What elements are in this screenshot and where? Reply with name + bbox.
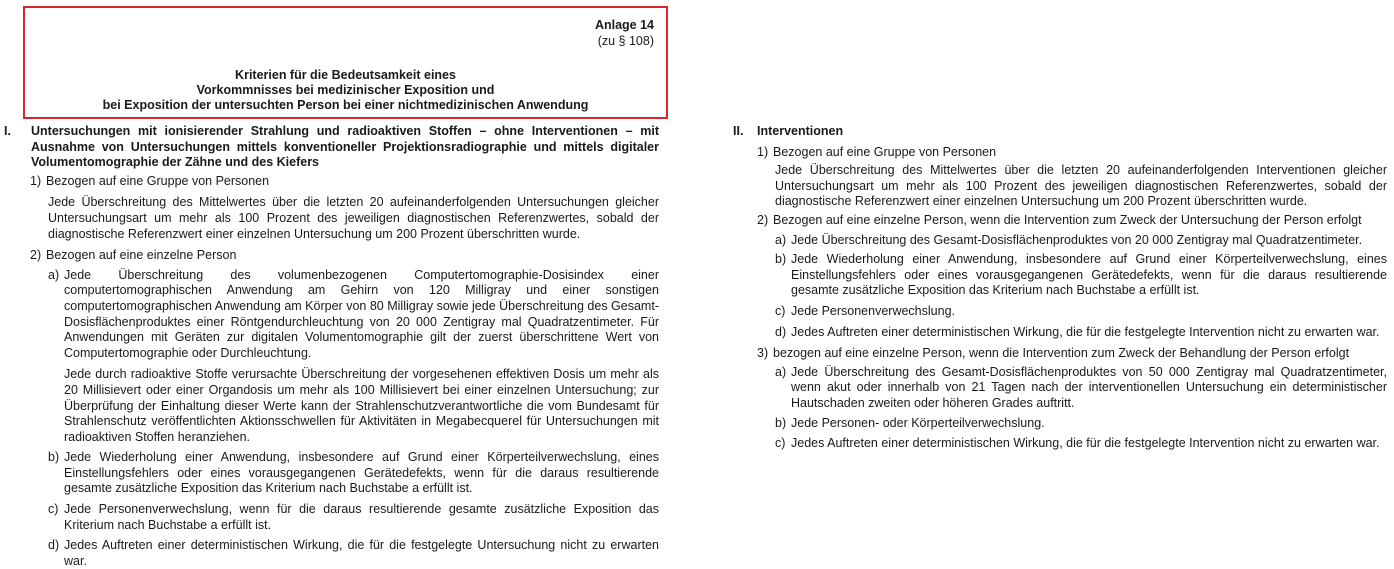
subitem-letter: d)	[775, 324, 787, 339]
item-label: Bezogen auf eine einzelne Person, wenn die Intervention zum Zweck der Untersuchung der Person erfolgt	[773, 212, 1362, 227]
subitem	[775, 325, 1387, 341]
item-heading	[757, 346, 1387, 362]
annex-paragraph-ref: (zu § 108)	[597, 33, 654, 48]
section-number: II.	[733, 124, 744, 138]
item-number: 2)	[30, 248, 42, 263]
item-paragraph: Jede Überschreitung des Mittelwertes über die letzten 20 aufeinanderfolgenden Untersuchungen gleicher Untersuchungsart um mehr als 100 Prozent des jeweiligen diagnostischen Referenzwertes, sobald der diagnostische Referenzwert einer einzelnen Untersuchung um 200 Prozent überschritten wurde.	[48, 195, 659, 241]
subitem-text: Jede Überschreitung des Gesamt-Dosisflächenproduktes von 50 000 Zentigray mal Quadratzentimeter, wenn akut oder innerhalb von 21 Tagen nach der interventionellen Untersuchung ein deterministischer Hautschaden zweiten oder höheren Grades auftritt.	[791, 364, 1387, 410]
item-paragraph: Jede Überschreitung des Mittelwertes über die letzten 20 aufeinanderfolgenden Interventionen gleicher Untersuchungsart um mehr als 100 Prozent des jeweiligen diagnostischen Referenzwertes, sobald der diagnostische Referenzwert einer einzelnen Untersuchung um 200 Prozent überschritten wurde.	[775, 163, 1387, 209]
subitem-text: Jede Überschreitung des volumenbezogenen Computertomographie-Dosisindex einer computertomographischen Anwendung am Gehirn von 120 Milligray und einer sonstigen computertomographischen Anwendung am Körper von 80 Milligray sowie jede Überschreitung des Gesamt-Dosisflächenproduktes einer Röntgendurchleuchtung von 20 000 Zentigray mal Quadratzentimeter. Für Anwendungen mit Geräten zur digitalen Volumentomographie gilt der zuerst überschrittene Wert von Computertomographie oder Durchleuchtung.	[64, 267, 659, 360]
section-two	[733, 124, 1387, 452]
subitem	[775, 233, 1387, 249]
subitem-letter: b)	[48, 450, 60, 465]
item-label: bezogen auf eine einzelne Person, wenn die Intervention zum Zweck der Behandlung der Person erfolgt	[773, 346, 1350, 361]
title-line: Vorkommnisses bei medizinischer Exposition und	[196, 83, 495, 97]
subitem-letter: d)	[48, 538, 60, 553]
subitem-letter: c)	[775, 303, 786, 318]
subitem	[48, 502, 659, 533]
subitem	[48, 450, 659, 497]
item-number: 1)	[757, 144, 769, 159]
subitem-text: Jede Wiederholung einer Anwendung, insbesondere auf Grund einer Körperteilverwechslung, eines Einstellungsfehlers oder eines vorausgegangenen Gerätedefekts, wenn für die daraus resultierende gesamte zusätzliche Exposition das Kriterium nach Buchstabe a erfüllt ist.	[791, 252, 1387, 298]
subitem-text: Jedes Auftreten einer deterministischen Wirkung, die für die festgelegte Intervention nicht zu erwarten war.	[791, 436, 1380, 451]
title-line: bei Exposition der untersuchten Person bei einer nichtmedizinischen Anwendung	[102, 98, 589, 112]
subitem-text: Jedes Auftreten einer deterministischen Wirkung, die für die festgelegte Untersuchung nicht zu erwarten war.	[64, 538, 659, 568]
subitem-letter: a)	[775, 232, 787, 247]
item-number: 1)	[30, 173, 42, 188]
subitem-letter: b)	[775, 252, 787, 267]
section-heading	[733, 124, 1387, 140]
subitem	[775, 304, 1387, 320]
subitem-text: Jede Personenverwechslung.	[791, 303, 955, 318]
annex-number: Anlage 14	[594, 18, 654, 32]
subitem-text: Jede Überschreitung des Gesamt-Dosisflächenproduktes von 20 000 Zentigray mal Quadratzentimeter.	[791, 232, 1363, 247]
subitem-letter: c)	[775, 436, 786, 451]
item-heading	[757, 213, 1387, 229]
subitem-text: Jede Wiederholung einer Anwendung, insbesondere auf Grund einer Körperteilverwechslung, eines Einstellungsfehlers oder eines vorausgegangenen Gerätedefekts, wenn für die daraus resultierende gesamte zusätzliche Exposition das Kriterium nach Buchstabe a erfüllt ist.	[64, 450, 659, 496]
annex-reference	[595, 18, 654, 49]
subitem	[775, 416, 1387, 432]
subitem	[48, 538, 659, 569]
item-heading	[757, 145, 1387, 161]
subitem	[48, 268, 659, 362]
section-title: Untersuchungen mit ionisierender Strahlung und radioaktiven Stoffen – ohne Interventionen – mit Ausnahme von Untersuchungen mittels konventioneller Projektionsradiographie und mittels digitaler Volumentomographie der Zähne und des Kiefers	[31, 124, 659, 170]
subitem-text: Jede Personenverwechslung, wenn für die daraus resultierende gesamte zusätzliche Exposition das Kriterium nach Buchstabe a erfüllt ist.	[64, 502, 659, 532]
header-box	[23, 6, 668, 119]
section-title: Interventionen	[757, 124, 844, 138]
section-one	[4, 124, 659, 569]
item-label: Bezogen auf eine Gruppe von Personen	[46, 173, 270, 188]
item-heading	[30, 174, 659, 190]
subitem-paragraph: Jede durch radioaktive Stoffe verursachte Überschreitung der vorgesehenen effektiven Dosis um mehr als 20 Millisievert oder einer Organdosis um mehr als 100 Millisievert bei einer einzelnen Untersuchung; zur Überprüfung der Einhaltung dieser Werte kann der Strahlenschutzverantwortliche die vom Bundesamt für Strahlenschutz veröffentlichten Aktionsschwellen für Aktivitäten in Megabecquerel für Untersuchungen mit radioaktiven Stoffen heranziehen.	[64, 367, 659, 444]
item-label: Bezogen auf eine Gruppe von Personen	[773, 144, 997, 159]
subitem-text: Jedes Auftreten einer deterministischen Wirkung, die für die festgelegte Intervention nicht zu erwarten war.	[791, 324, 1380, 339]
subitem-letter: a)	[48, 267, 60, 282]
item-number: 2)	[757, 212, 769, 227]
subitem-letter: c)	[48, 502, 59, 517]
title-line: Kriterien für die Bedeutsamkeit eines	[235, 68, 456, 82]
item-label: Bezogen auf eine einzelne Person	[46, 248, 237, 263]
section-heading	[4, 124, 659, 171]
section-number: I.	[4, 124, 11, 138]
item-heading	[30, 248, 659, 264]
subitem-text: Jede Personen- oder Körperteilverwechslung.	[791, 415, 1045, 430]
subitem	[775, 436, 1387, 452]
subitem	[775, 365, 1387, 412]
subitem-letter: a)	[775, 364, 787, 379]
subitem-letter: b)	[775, 415, 787, 430]
document-title	[25, 68, 666, 113]
item-number: 3)	[757, 346, 769, 361]
subitem	[775, 252, 1387, 299]
